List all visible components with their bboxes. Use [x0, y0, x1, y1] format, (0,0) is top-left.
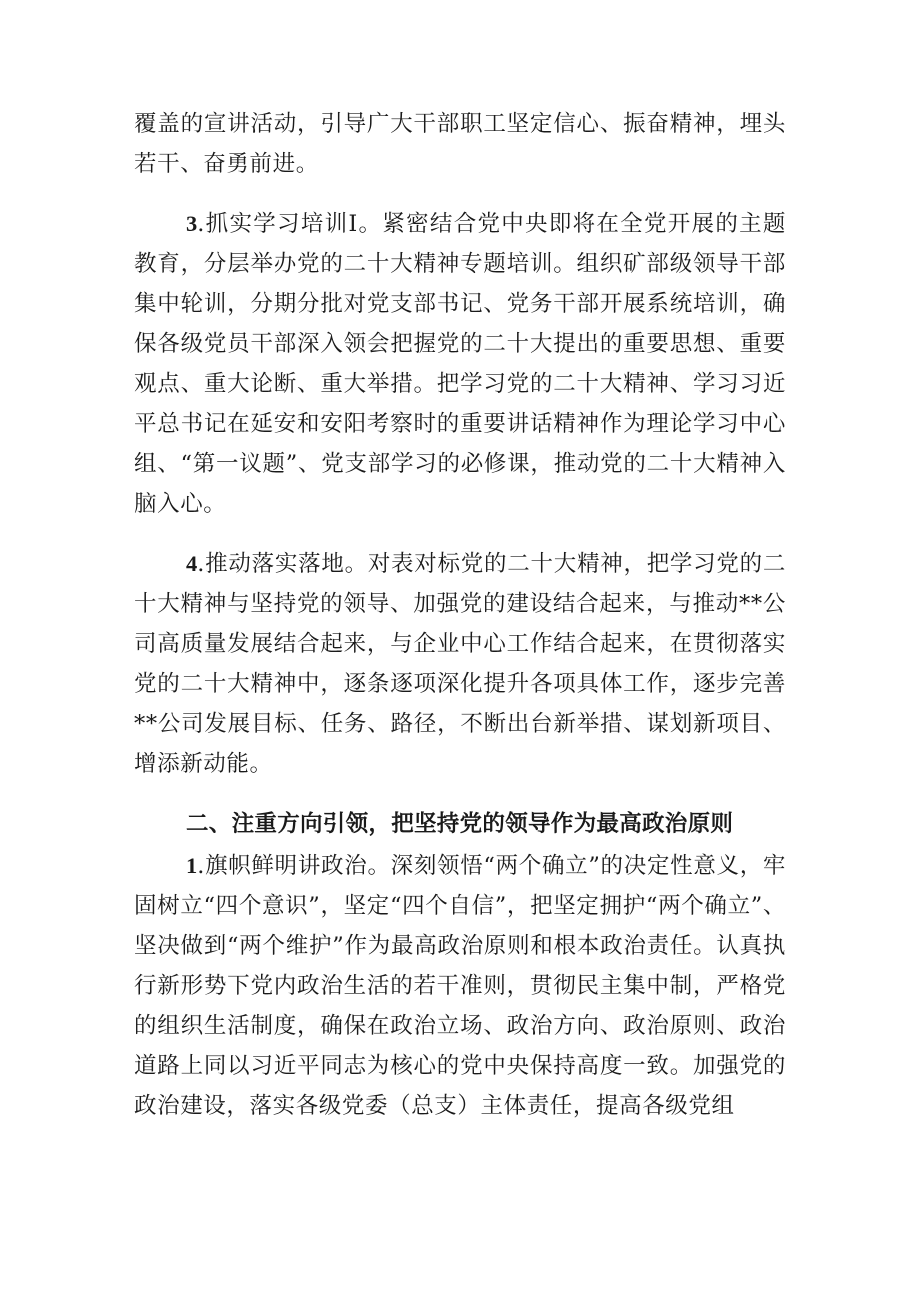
item-3-number: 3	[186, 211, 198, 236]
paragraph-intro-continuation: 覆盖的宣讲活动，引导广大干部职工坚定信心、振奋精神，埋头若干、奋勇前进。	[134, 111, 786, 177]
item-1-text: .旗帜鲜明讲政治。深刻领悟“两个确立”的决定性意义，牢固树立“四个意识”，坚定“四个自信”，把坚定拥护“两个确立”、坚决做到“两个维护”作为最高政治原则和根本政治责任。认真执行新形势下党内政治生活的若干准则，贯彻民主集中制，严格党的组织生活制度，确保在政治立场、政治方向、政治原则、政治道路上同以习近平同志为核心的党中央保持高度一致。加强党的政治建设，落实各级党委（总支）主体责任，提高各级党组	[134, 853, 786, 1119]
document-body	[134, 104, 786, 1126]
paragraph-item-1	[134, 846, 786, 1126]
paragraph-item-4	[134, 544, 786, 784]
item-3-text: .抓实学习培训I。紧密结合党中央即将在全党开展的主题教育，分层举办党的二十大精神专题培训。组织矿部级领导干部集中轮训，分期分批对党支部书记、党务干部开展系统培训，确保各级党员干部深入领会把握党的二十大提出的重要思想、重要观点、重大论断、重大举措。把学习党的二十大精神、学习习近平总书记在延安和安阳考察时的重要讲话精神作为理论学习中心组、“第一议题”、党支部学习的必修课，推动党的二十大精神入脑入心。	[134, 211, 786, 517]
paragraph-item-3	[134, 204, 786, 524]
section-2-heading: 二、注重方向引领，把坚持党的领导作为最高政治原则	[186, 811, 734, 837]
item-4-text: .推动落实落地。对表对标党的二十大精神，把学习党的二十大精神与坚持党的领导、加强党的建设结合起来，与推动**公司高质量发展结合起来，与企业中心工作结合起来，在贯彻落实党的二十大精神中，逐条逐项深化提升各项具体工作，逐步完善**公司发展目标、任务、路径，不断出台新举措、谋划新项目、增添新动能。	[134, 551, 786, 777]
item-4-number: 4	[186, 551, 198, 576]
item-1-number: 1	[186, 853, 198, 878]
